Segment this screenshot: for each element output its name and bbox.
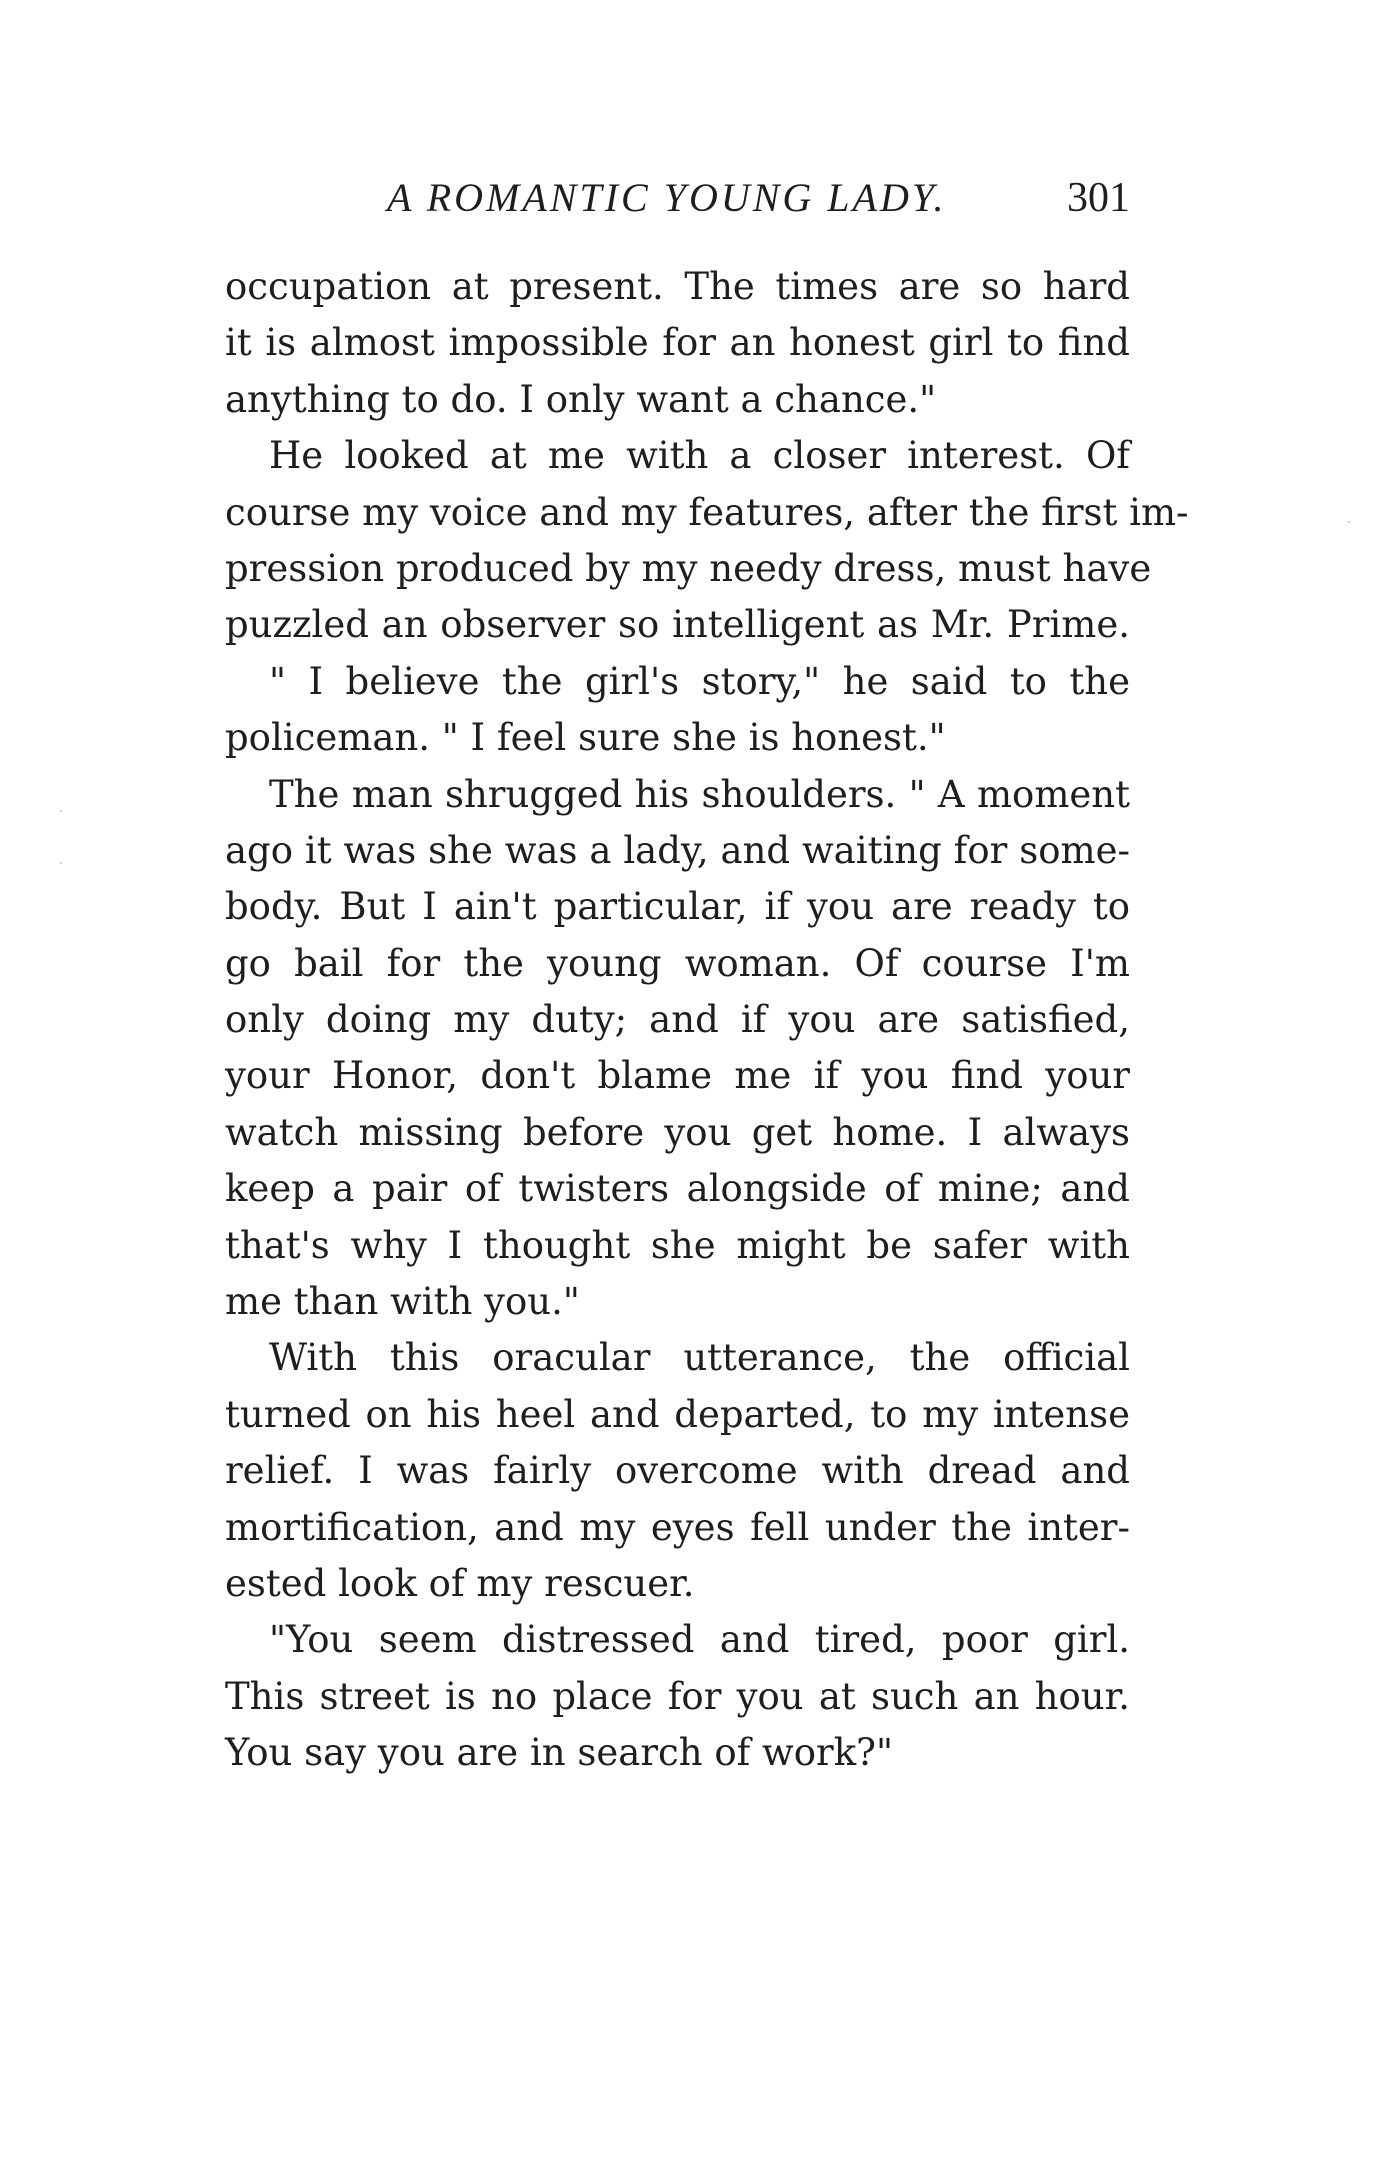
paper-speck (60, 862, 62, 864)
text-line: anything to do. I only want a chance." (225, 377, 937, 421)
paragraph (225, 654, 1130, 767)
text-line: policeman. " I feel sure she is honest." (225, 716, 946, 760)
text-line: He looked at me with a closer interest. Of (269, 434, 1130, 478)
paper-speck (60, 810, 62, 812)
text-line: that's why I thought she might be safer with (225, 1223, 1130, 1267)
paragraph (225, 1612, 1130, 1781)
text-line: keep a pair of twisters alongside of mine; and (225, 1167, 1130, 1211)
text-line: it is almost impossible for an honest girl to find (225, 321, 1130, 365)
text-line: " I believe the girl's story," he said to the (269, 659, 1130, 703)
body-text (225, 259, 1189, 1782)
text-line: relief. I was fairly overcome with dread and (225, 1449, 1130, 1493)
paragraph (225, 1330, 1130, 1612)
paragraph (225, 259, 1130, 428)
paper-speck (1348, 521, 1350, 523)
text-line: The man shrugged his shoulders. " A moment (269, 772, 1130, 816)
text-line: puzzled an observer so intelligent as Mr. Prime. (225, 603, 1130, 647)
text-line: go bail for the young woman. Of course I'm (225, 941, 1130, 985)
text-line: occupation at present. The times are so hard (225, 265, 1130, 308)
text-line: You say you are in search of work?" (225, 1731, 893, 1775)
text-line: mortification, and my eyes fell under the inter- (225, 1505, 1130, 1549)
text-line: turned on his heel and departed, to my intense (225, 1392, 1130, 1436)
text-line: With this oracular utterance, the official (269, 1336, 1130, 1380)
text-line: This street is no place for you at such an hour. (225, 1674, 1130, 1718)
text-line: watch missing before you get home. I always (225, 1110, 1130, 1154)
text-line: body. But I ain't particular, if you are ready to (225, 885, 1130, 929)
text-line: me than with you." (225, 1280, 580, 1324)
text-line: only doing my duty; and if you are satisfied, (225, 998, 1130, 1042)
page-number: 301 (1067, 175, 1130, 221)
text-line: ested look of my rescuer. (225, 1561, 695, 1605)
paragraph (225, 428, 1189, 654)
paragraph (225, 767, 1130, 1331)
text-line: "You seem distressed and tired, poor girl. (269, 1618, 1130, 1662)
text-line: pression produced by my needy dress, must have (225, 546, 1152, 590)
text-line: your Honor, don't blame me if you find your (225, 1054, 1130, 1098)
text-line: ago it was she was a lady, and waiting for some- (225, 828, 1130, 872)
text-line: course my voice and my features, after the first im- (225, 490, 1189, 534)
running-title: A ROMANTIC YOUNG LADY. (387, 175, 947, 220)
running-head (225, 168, 1130, 228)
